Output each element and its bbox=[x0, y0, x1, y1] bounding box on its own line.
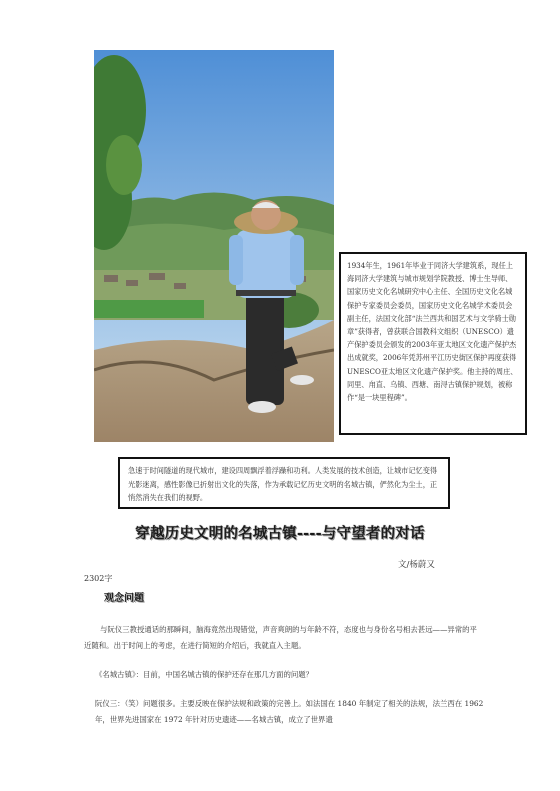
paragraph-question: 《名城古镇》：目前，中国名城古镇的保护还存在那几方面的问题？ bbox=[95, 670, 314, 679]
section-heading: 观念问题 bbox=[104, 593, 144, 604]
paragraph-intro: 与阮仪三教授通话的那瞬间，脑海竟然出现错觉，声音爽朗的与年龄不符，态度也与身份名号相去甚远——异常的平近随和。出于时间上的考虑，在进行简短的介绍后，我就直入主题。 bbox=[84, 625, 477, 650]
author-byline: 文/杨蔚又 bbox=[398, 560, 435, 570]
article-title: 穿越历史文明的名城古镇----与守望者的对话 bbox=[135, 526, 425, 542]
quote-box bbox=[118, 457, 450, 509]
portrait-photo bbox=[94, 50, 334, 442]
quote-text: 急速于时间隧道的现代城市，建设四周飘浮着浮躁和功利。人类发展的技术创造，让城市记忆变得光影迷离，感性影像已折射出文化的失落，作为承载记忆历史文明的名城古镇，俨然化为尘土，正悄然消失在我们的视野。 bbox=[128, 466, 438, 502]
bio-box bbox=[339, 252, 527, 435]
paragraph-answer: 阮仪三：（笑）问题很多。主要反映在保护法规和政策的完善上。如法国在 1840 年制定了相关的法规，法兰西在 1962 年，世界先进国家在 1972 年针对历史遗迹——名城古镇，成立了世界遗 bbox=[95, 699, 484, 724]
bio-text: 1934年生，1961年毕业于同济大学建筑系，现任上海同济大学建筑与城市规划学院教授、博士生导师、国家历史文化名城研究中心主任、全国历史文化名城保护专家委员会委员，国家历史文化名城学术委员会副主任，法国文化部“法兰西共和国艺术与文学骑士勋章”获得者，曾获联合国教科文组织（UNESCO）遗产保护委员会颁发的2003年亚太地区文化遗产保护杰出成就奖，2006年凭苏州平江历史街区保护再度获得UNESCO亚太地区文化遗产保护奖。他主持的周庄、同里、甪直、乌镇、西塘、南浔古镇保护规划，被称作“是一块里程碑”。 bbox=[347, 261, 518, 403]
word-count: 2302字 bbox=[84, 574, 113, 583]
